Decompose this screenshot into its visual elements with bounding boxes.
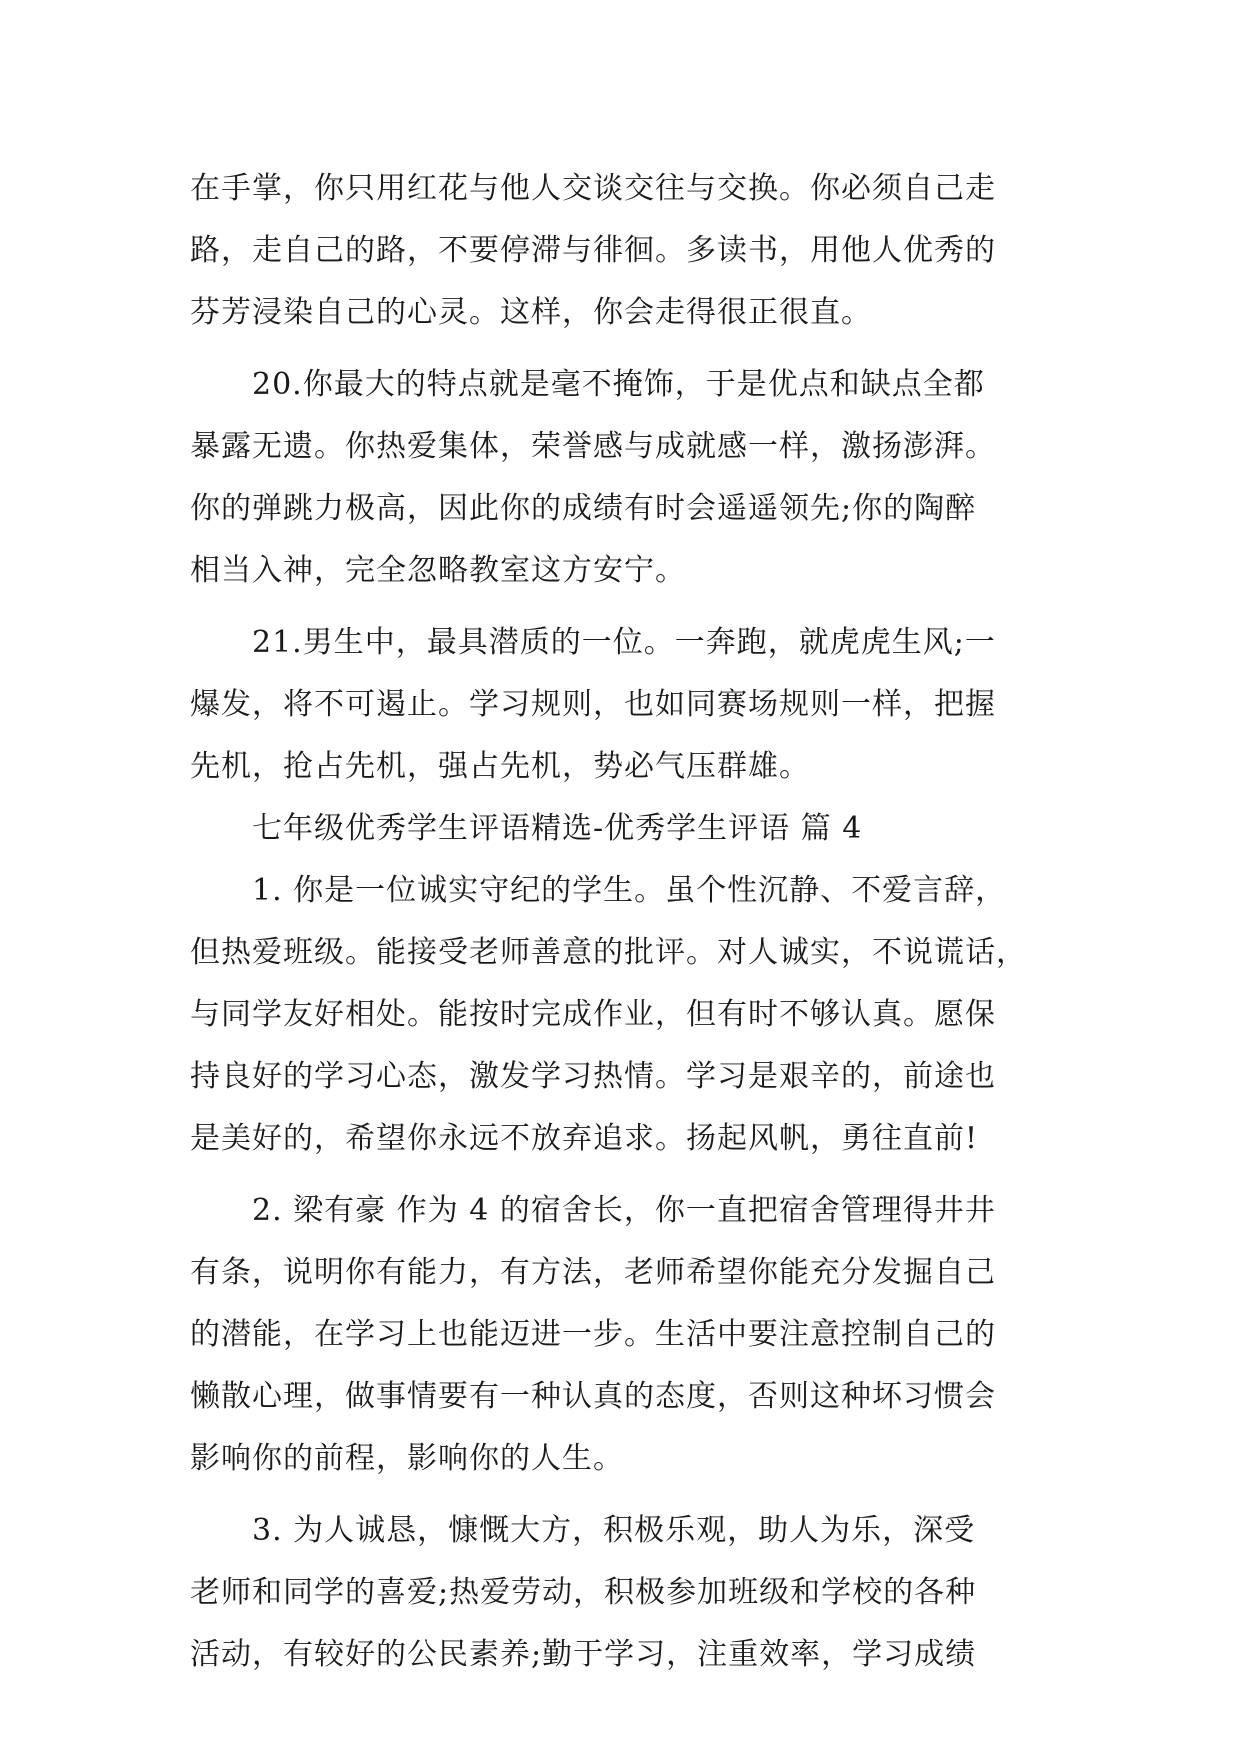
paragraph-3 bbox=[190, 1500, 1060, 1686]
text-line: 但热爱班级。能接受老师善意的批评。对人诚实，不说谎话， bbox=[190, 935, 1027, 970]
text-line: 爆发，将不可遏止。学习规则，也如同赛场规则一样，把握 bbox=[190, 687, 996, 722]
paragraph-1 bbox=[190, 860, 1060, 1170]
text-line: 持良好的学习心态，激发学习热情。学习是艰辛的，前途也 bbox=[190, 1059, 996, 1094]
paragraph-19-continuation bbox=[190, 158, 1060, 344]
section-heading: 七年级优秀学生评语精选-优秀学生评语 篇 4 bbox=[252, 811, 863, 846]
text-line: 与同学友好相处。能按时完成作业，但有时不够认真。愿保 bbox=[190, 997, 996, 1032]
text-line: 相当入神，完全忽略教室这方安宁。 bbox=[190, 553, 686, 588]
paragraph-21 bbox=[190, 612, 1060, 798]
text-line: 有条，说明你有能力，有方法，老师希望你能充分发掘自己 bbox=[190, 1255, 996, 1290]
text-line: 影响你的前程，影响你的人生。 bbox=[190, 1441, 624, 1476]
text-line: 2. 梁有豪 作为 4 的宿舍长，你一直把宿舍管理得井井 bbox=[252, 1193, 996, 1228]
text-line: 你的弹跳力极高，因此你的成绩有时会遥遥领先;你的陶醉 bbox=[190, 491, 977, 526]
text-line: 先机，抢占先机，强占先机，势必气压群雄。 bbox=[190, 749, 810, 784]
text-line: 活动，有较好的公民素养;勤于学习，注重效率，学习成绩 bbox=[190, 1637, 977, 1672]
text-line: 在手掌，你只用红花与他人交谈交往与交换。你必须自己走 bbox=[190, 171, 996, 206]
text-line: 芬芳浸染自己的心灵。这样，你会走得很正很直。 bbox=[190, 295, 872, 330]
text-line: 21.男生中，最具潜质的一位。一奔跑，就虎虎生风;一 bbox=[252, 625, 996, 660]
text-line: 的潜能，在学习上也能迈进一步。生活中要注意控制自己的 bbox=[190, 1317, 996, 1352]
text-line: 懒散心理，做事情要有一种认真的态度，否则这种坏习惯会 bbox=[190, 1379, 996, 1414]
text-line: 路，走自己的路，不要停滞与徘徊。多读书，用他人优秀的 bbox=[190, 233, 996, 268]
text-line: 20.你最大的特点就是毫不掩饰，于是优点和缺点全都 bbox=[252, 367, 985, 402]
paragraph-2 bbox=[190, 1180, 1060, 1490]
text-line: 3. 为人诚恳，慷慨大方，积极乐观，助人为乐，深受 bbox=[252, 1513, 976, 1548]
text-line: 1. 你是一位诚实守纪的学生。虽个性沉静、不爱言辞， bbox=[252, 873, 1007, 908]
text-line: 是美好的，希望你永远不放弃追求。扬起风帆，勇往直前! bbox=[190, 1121, 979, 1156]
text-line: 老师和同学的喜爱;热爱劳动，积极参加班级和学校的各种 bbox=[190, 1575, 977, 1610]
text-line: 暴露无遗。你热爱集体，荣誉感与成就感一样，激扬澎湃。 bbox=[190, 429, 996, 464]
document-body bbox=[190, 158, 1060, 1686]
paragraph-20 bbox=[190, 354, 1060, 602]
